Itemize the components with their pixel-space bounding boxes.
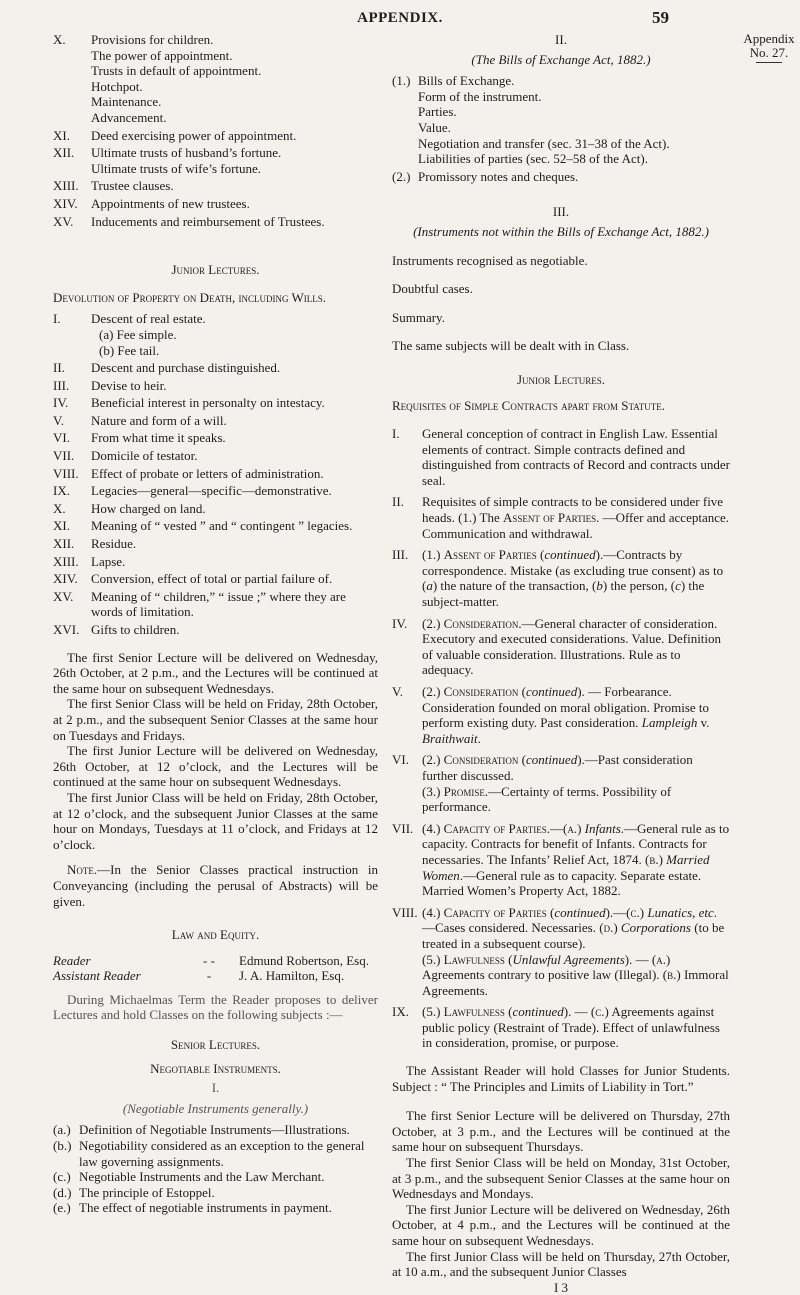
item-text: Devise to heir.: [91, 377, 167, 393]
item-text: Gifts to children.: [91, 622, 180, 637]
item-number: (1.): [392, 73, 411, 89]
item-text: (1.) Assent of Parties (continued).—Contracts by correspondence. Mistake (as excluding true consent) as to (a) the nature of the transaction, (b) the person, (c) the subject-matter.: [422, 547, 724, 610]
page-number: 59: [652, 8, 669, 27]
item-number: I.: [392, 426, 400, 442]
law-equity-heading: Law and Equity.: [171, 927, 260, 943]
item-number: VIII.: [53, 465, 79, 481]
list-item: [53, 554, 378, 570]
item-sub: Advancement.: [91, 109, 167, 125]
item-text: From what time it speaks.: [91, 430, 226, 446]
negotiable-heading: Negotiable Instruments.: [150, 1060, 281, 1076]
item-text: Nature and form of a will.: [91, 412, 227, 428]
list-item: [53, 1169, 378, 1185]
list-item: [53, 214, 378, 230]
officer-name: J. A. Hamilton, Esq.: [239, 968, 345, 984]
item-text: Provisions for children.: [91, 32, 214, 47]
michaelmas-para: During Michaelmas Term the Reader proposes to deliver Lectures and hold Classes on the following subjects :—: [53, 991, 378, 1023]
list-item: [53, 466, 378, 482]
section-three: III.: [552, 204, 570, 220]
item-text: The principle of Estoppel.: [79, 1184, 215, 1200]
item-number: III.: [392, 547, 409, 563]
list-item: [53, 395, 378, 411]
item-number: XI.: [53, 518, 70, 534]
list-item: [392, 426, 730, 488]
left-schedule: [53, 650, 378, 853]
running-head: APPENDIX.: [357, 10, 443, 26]
provisions-list: [53, 32, 378, 229]
requisites-heading: Requisites of Simple Contracts apart from Statute.: [392, 397, 665, 413]
right-schedule: [392, 1108, 730, 1280]
item-number: (b.): [53, 1138, 72, 1154]
schedule-para: The first Junior Class will be held on Thursday, 27th October, at 10 a.m., and the subsequent Junior Classes: [392, 1248, 730, 1280]
item-number: IV.: [53, 395, 69, 411]
item-sub: The power of appointment.: [91, 47, 233, 63]
item-number: XIV.: [53, 571, 78, 587]
list-item: [53, 311, 378, 327]
list-item: [392, 684, 730, 746]
list-item: [53, 145, 378, 161]
item-number: VI.: [392, 752, 409, 768]
item-text: Appointments of new trustees.: [91, 195, 250, 211]
note-text: —In the Senior Classes practical instruction in Conveyancing (including the perusal of Abstracts) will be given.: [53, 862, 378, 909]
item-number: XI.: [53, 127, 70, 143]
item-text: Lapse.: [91, 553, 126, 569]
schedule-para: The first Junior Class will be held on Friday, 28th October, at 12 o’clock, and the subsequent Junior Classes at the same hour on Mondays, Tuesdays at 11 o’clock, and Fridays at 12 o’clock.: [53, 789, 378, 852]
item-number: VII.: [392, 820, 414, 836]
item-text: (2.) Consideration (continued). — Forbearance. Consideration founded on moral obligation. Promise to perform existing duty. Past consideration. Lampleigh v. Braithwait.: [422, 684, 710, 746]
section-two: II.: [555, 32, 567, 47]
list-item: [53, 483, 378, 499]
item-text: Deed exercising power of appointment.: [91, 127, 297, 143]
item-text: Definition of Negotiable Instruments—Illustrations.: [79, 1122, 350, 1138]
item-number: (a.): [53, 1122, 71, 1138]
item-text: General conception of contract in English Law. Essential elements of contract. Simple contracts defined and distinguished from contracts of Record and contracts under seal.: [422, 426, 730, 488]
devolution-list: [53, 311, 378, 637]
item-text: How charged on land.: [91, 500, 206, 516]
item-number: (c.): [53, 1169, 71, 1185]
list-item: [392, 1004, 730, 1051]
section-one: I.: [211, 1080, 220, 1096]
officer-dash: - -: [203, 952, 215, 968]
right-junior-heading: Junior Lectures.: [516, 371, 605, 387]
list-item: [53, 128, 378, 144]
item-number: X.: [53, 500, 66, 516]
list-item: [53, 1200, 378, 1216]
schedule-para: The first Junior Lecture will be delivered on Wednesday, 26th October, at 4 p.m., and the Lectures will be continued at the same hour on subsequent Wednesdays.: [392, 1201, 730, 1248]
list-item: [53, 178, 378, 194]
schedule-para: The first Senior Lecture will be delivered on Wednesday, 26th October, at 2 p.m., and the Lectures will be continued at the same hour on subsequent Wednesdays.: [53, 649, 378, 696]
item-text: Descent of real estate.: [91, 311, 206, 327]
list-item: [53, 589, 378, 620]
section-three-lines: [392, 253, 730, 354]
item-number: XV.: [53, 213, 74, 229]
senior-lectures-heading: Senior Lectures.: [170, 1037, 261, 1053]
section-three-line: The same subjects will be dealt with in Class.: [392, 338, 630, 354]
item-text: Promissory notes and cheques.: [418, 168, 579, 184]
schedule-para: The first Senior Class will be held on Monday, 31st October, at 3 p.m., and the subsequent Senior Classes at the same hour on Wednesdays and Mondays.: [392, 1155, 730, 1202]
item-number: V.: [53, 412, 64, 428]
item-sub: (b) Fee tail.: [99, 342, 160, 358]
item-text: Descent and purchase distinguished.: [91, 360, 281, 376]
bills-list: [392, 73, 730, 184]
left-column: [53, 32, 378, 1216]
item-sub: Hotchpot.: [91, 78, 143, 94]
item-number: XII.: [53, 536, 75, 552]
note-label: Note.: [67, 862, 98, 878]
item-number: I.: [53, 311, 61, 327]
item-text: Effect of probate or letters of administration.: [91, 465, 324, 481]
item-number: V.: [392, 684, 403, 699]
item-number: VII.: [53, 448, 75, 464]
side-note: [741, 32, 797, 63]
list-item: [53, 32, 378, 48]
list-item: [392, 821, 730, 899]
item-text: (4.) Capacity of Parties.—(a.) Infants.—General rule as to capacity. Contracts for benefit of Infants. Contracts for necessaries. The Infants’ Relief Act, 1874. (b.) Married Women.—General rule as to capacity. Separate estate. Married Women’s Property Act, 1882.: [422, 820, 730, 899]
item-number: II.: [53, 360, 65, 376]
right-column: [392, 32, 730, 1295]
list-item: [392, 73, 730, 89]
item-text: Bills of Exchange.: [418, 73, 515, 89]
side-note-rule: [756, 62, 782, 63]
devolution-heading: Devolution of Property on Death, including Wills.: [53, 289, 326, 305]
schedule-para: The first Senior Lecture will be delivered on Thursday, 27th October, at 3 p.m., and the Lectures will be continued at the same hour on subsequent Thursdays.: [392, 1108, 730, 1155]
list-item: [392, 616, 730, 678]
item-text: Meaning of “ vested ” and “ contingent ” legacies.: [91, 518, 353, 534]
section-three-line: Doubtful cases.: [392, 281, 473, 297]
officer-role: Assistant Reader: [53, 968, 141, 984]
list-item: [53, 1185, 378, 1201]
item-sub: Parties.: [418, 104, 457, 120]
item-number: IX.: [53, 483, 70, 499]
officer-dash: -: [206, 968, 212, 984]
list-item: [53, 413, 378, 429]
item-sub: Ultimate trusts of wife’s fortune.: [91, 160, 262, 176]
list-item: [53, 501, 378, 517]
item-text: (4.) Capacity of Parties (continued).—(c.) Lunatics, etc.—Cases considered. Necessaries. (d.) Corporations (to be treated in a subsequent course). (5.) Lawfulness (Unlawful Agreements). — (a.) Agreements contrary to positive law (Illegal). (b.) Immoral Agreements.: [422, 904, 729, 998]
side-note-line-2: No. 27.: [749, 45, 789, 60]
list-item: [53, 448, 378, 464]
note: [53, 862, 378, 909]
item-number: XIII.: [53, 178, 79, 194]
item-number: VIII.: [392, 904, 418, 920]
item-number: VI.: [53, 430, 70, 446]
item-text: (2.) Consideration.—General character of consideration. Executory and executed considerations. Value. Definition of valuable consideration. Illustrations. Rule as to adequacy.: [422, 615, 722, 678]
item-number: IV.: [392, 615, 408, 631]
officers: [53, 953, 378, 984]
item-sub: Value.: [418, 119, 451, 135]
list-item: [392, 905, 730, 999]
section-three-line: Instruments recognised as negotiable.: [392, 252, 588, 268]
item-text: Conversion, effect of total or partial failure of.: [91, 571, 333, 587]
item-number: XVI.: [53, 622, 80, 637]
item-text: The effect of negotiable instruments in payment.: [79, 1200, 332, 1216]
list-item: [53, 1138, 378, 1169]
item-sub: Liabilities of parties (sec. 52–58 of the Act).: [418, 151, 648, 167]
item-number: (e.): [53, 1200, 71, 1216]
item-number: X.: [53, 32, 66, 47]
side-note-line-1: Appendix: [743, 31, 795, 46]
item-number: XII.: [53, 145, 75, 161]
item-number: XIV.: [53, 195, 78, 211]
assistant-para: The Assistant Reader will hold Classes for Junior Students. Subject : “ The Principles and Limits of Liability in Tort.”: [392, 1063, 730, 1094]
item-text: Negotiability considered as an exception to the general law governing assignments.: [79, 1138, 365, 1169]
item-sub: Form of the instrument.: [418, 88, 542, 104]
item-number: II.: [392, 494, 404, 510]
list-item: [392, 547, 730, 609]
item-text: Negotiable Instruments and the Law Merchant.: [79, 1169, 325, 1185]
negotiable-list: [53, 1122, 378, 1216]
section-two-sub: (The Bills of Exchange Act, 1882.): [471, 51, 651, 67]
list-item: [53, 518, 378, 534]
list-item: [392, 169, 730, 185]
item-sub: (a) Fee simple.: [99, 326, 177, 342]
item-number: (2.): [392, 168, 411, 184]
officer-row: [53, 968, 378, 984]
section-one-sub: (Negotiable Instruments generally.): [122, 1100, 309, 1116]
item-text: (2.) Consideration (continued).—Past consideration further discussed. (3.) Promise.—Certainty of terms. Possibility of performance.: [422, 752, 693, 815]
list-item: [53, 1122, 378, 1138]
list-item: [53, 536, 378, 552]
item-number: XV.: [53, 588, 74, 604]
list-item: [53, 571, 378, 587]
item-number: (d.): [53, 1184, 72, 1200]
item-number: IX.: [392, 1004, 409, 1020]
item-text: Inducements and reimbursement of Trustees.: [91, 213, 325, 229]
item-number: XIII.: [53, 553, 79, 569]
item-number: III.: [53, 377, 70, 393]
list-item: [53, 430, 378, 446]
item-text: Residue.: [91, 536, 137, 552]
item-sub: Maintenance.: [91, 94, 162, 110]
item-text: Ultimate trusts of husband’s fortune.: [91, 145, 282, 161]
section-three-line: Summary.: [392, 309, 445, 325]
item-text: Meaning of “ children,” “ issue ;” where they are words of limitation.: [91, 588, 346, 620]
junior-lectures-heading: Junior Lectures.: [171, 262, 260, 278]
officer-role: Reader: [53, 952, 91, 968]
item-text: Beneficial interest in personalty on intestacy.: [91, 395, 325, 411]
officer-row: [53, 953, 378, 969]
item-text: Legacies—general—specific—demonstrative.: [91, 483, 332, 499]
item-text: Trustee clauses.: [91, 178, 174, 194]
item-text: Requisites of simple contracts to be considered under five heads. (1.) The Assent of Parties. —Offer and acceptance. Communication and withdrawal.: [422, 494, 730, 541]
item-text: Domicile of testator.: [91, 448, 198, 464]
list-item: [392, 752, 730, 814]
officer-name: Edmund Robertson, Esq.: [239, 952, 369, 968]
item-sub: Trusts in default of appointment.: [91, 63, 262, 79]
item-text: (5.) Lawfulness (continued). — (c.) Agreements against public policy (Restraint of Trade). Effect of unlawfulness in consideration, promise, or purpose.: [422, 1004, 720, 1051]
section-three-sub: (Instruments not within the Bills of Exchange Act, 1882.): [413, 223, 709, 239]
list-item: [53, 360, 378, 376]
item-sub: Negotiation and transfer (sec. 31–38 of the Act).: [418, 135, 670, 151]
schedule-para: The first Senior Class will be held on Friday, 28th October, at 2 p.m., and the subsequent Senior Classes at the same hour on Tuesdays and Fridays.: [53, 696, 378, 743]
list-item: [53, 378, 378, 394]
signature-mark: I 3: [553, 1279, 569, 1295]
list-item: [53, 196, 378, 212]
list-item: [392, 494, 730, 541]
contract-list: [392, 426, 730, 1051]
list-item: [53, 622, 378, 638]
schedule-para: The first Junior Lecture will be delivered on Wednesday, 26th October, at 12 o’clock, and the Lectures will be continued at the same hour on subsequent Wednesdays.: [53, 743, 378, 790]
